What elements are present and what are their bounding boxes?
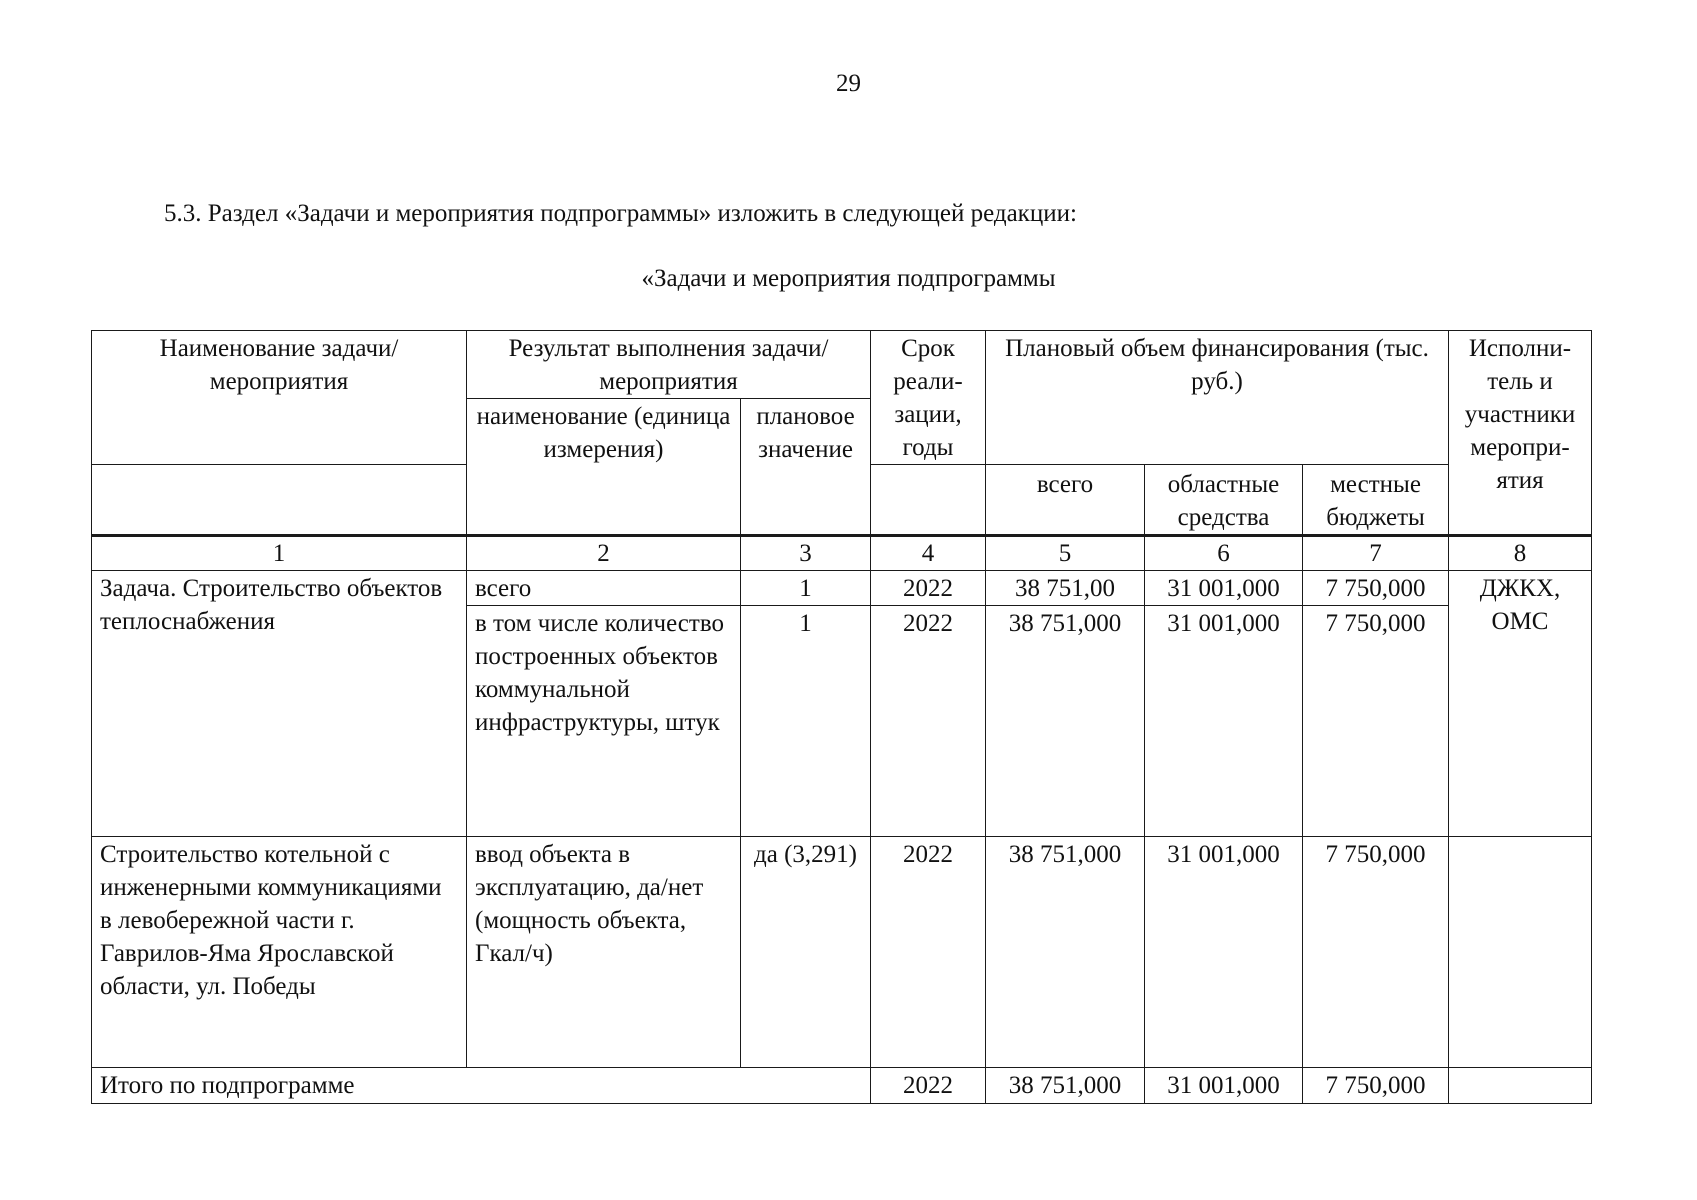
header-funding-group: Плановый объем финансирования (тыс. руб.) — [986, 331, 1449, 465]
column-number: 1 — [92, 536, 467, 571]
column-number: 2 — [467, 536, 741, 571]
task-indicator-total: всего — [467, 571, 741, 606]
header-result-group: Результат выполнения задачи/мероприятия — [467, 331, 871, 399]
task-funding-regional: 31 001,000 — [1145, 571, 1303, 606]
activity-year: 2022 — [871, 837, 986, 1068]
header-task-name-continuation — [92, 465, 467, 536]
activity-funding-local: 7 750,000 — [1303, 837, 1449, 1068]
total-funding-total: 38 751,000 — [986, 1068, 1145, 1104]
activity-plan: да (3,291) — [741, 837, 871, 1068]
header-executor: Исполни- тель и участники меропри- ятия — [1449, 331, 1592, 536]
column-number: 3 — [741, 536, 871, 571]
activity-name: Строительство котельной с инженерными коммуникациями в левобережной части г. Гаврилов-Яма Ярославской области, ул. Победы — [92, 837, 467, 1068]
subprogram-total-row — [92, 1068, 1592, 1104]
activity-row — [92, 837, 1592, 1068]
column-numbers-row — [92, 536, 1592, 571]
task-executor: ДЖКХ, ОМС — [1449, 571, 1592, 837]
task-row-total — [92, 571, 1592, 606]
task-plan-total: 1 — [741, 571, 871, 606]
task-year-total: 2022 — [871, 571, 986, 606]
column-number: 6 — [1145, 536, 1303, 571]
column-number: 4 — [871, 536, 986, 571]
header-term: Срок реали- зации, годы — [871, 331, 986, 465]
header-funding-regional: областные средства — [1145, 465, 1303, 536]
total-year: 2022 — [871, 1068, 986, 1104]
task-funding-local: 7 750,000 — [1303, 571, 1449, 606]
task-year-objects: 2022 — [871, 606, 986, 837]
total-label: Итого по подпрограмме — [92, 1068, 871, 1104]
table-title: «Задачи и мероприятия подпрограммы — [641, 265, 1056, 292]
task-funding-regional-objects: 31 001,000 — [1145, 606, 1303, 837]
activity-funding-total: 38 751,000 — [986, 837, 1145, 1068]
activity-indicator: ввод объекта в эксплуатацию, да/нет (мощность объекта, Гкал/ч) — [467, 837, 741, 1068]
header-funding-local: местные бюджеты — [1303, 465, 1449, 536]
header-funding-total: всего — [986, 465, 1145, 536]
task-plan-objects: 1 — [741, 606, 871, 837]
total-funding-regional: 31 001,000 — [1145, 1068, 1303, 1104]
activity-funding-regional: 31 001,000 — [1145, 837, 1303, 1068]
column-number: 8 — [1449, 536, 1592, 571]
total-executor — [1449, 1068, 1592, 1104]
column-number: 7 — [1303, 536, 1449, 571]
activity-executor — [1449, 837, 1592, 1068]
header-result-name: наименование (единица измерения) — [467, 399, 741, 536]
intro-paragraph: 5.3. Раздел «Задачи и мероприятия подпрограммы» изложить в следующей редакции: — [164, 200, 1077, 227]
page-number: 29 — [836, 70, 861, 97]
task-funding-total-objects: 38 751,000 — [986, 606, 1145, 837]
task-funding-local-objects: 7 750,000 — [1303, 606, 1449, 837]
header-result-plan: плановое значение — [741, 399, 871, 536]
task-funding-total: 38 751,00 — [986, 571, 1145, 606]
header-term-continuation — [871, 465, 986, 536]
total-funding-local: 7 750,000 — [1303, 1068, 1449, 1104]
task-indicator-objects: в том числе количество построенных объектов коммунальной инфраструктуры, штук — [467, 606, 741, 837]
tasks-table — [91, 330, 1592, 1104]
header-row-1 — [92, 331, 1592, 399]
header-task-name: Наименование задачи/ мероприятия — [92, 331, 467, 465]
task-name: Задача. Строительство объектов теплоснабжения — [92, 571, 467, 837]
column-number: 5 — [986, 536, 1145, 571]
